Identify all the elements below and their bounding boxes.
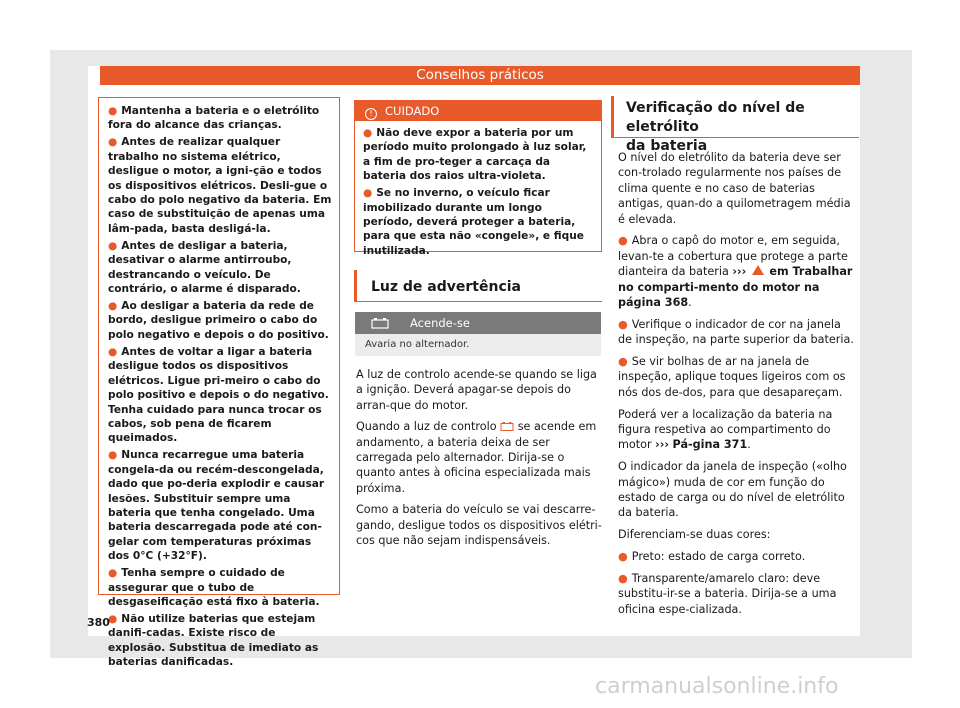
cross-reference-link[interactable]: em Trabalhar no comparti-mento do motor na página 368 — [618, 265, 853, 310]
paragraph: Quando a luz de controlo se acende em andamento, a bateria deixa de ser carregada pelo alternador. Dirija-se o quanto antes à oficina especializada mais próxima. — [356, 420, 597, 495]
warning-item: ● Antes de desligar a bateria, desativar o alarme antirroubo, destrancando o veículo. De contrário, o alarme é disparado. — [108, 239, 301, 296]
bullet-icon: ● — [618, 355, 628, 369]
list-item: ● Preto: estado de carga correto. — [618, 550, 806, 564]
paragraph: O nível do eletrólito da bateria deve ser con-trolado regularmente nos países de clima quente e no caso de baterias antigas, quan-do a quilometragem média é elevada. — [618, 151, 851, 226]
caution-item: ● Se no inverno, o veículo ficar imobilizado durante um longo período, deverá proteger a bateria, para que esta não «congele», e fique inutilizada. — [363, 187, 584, 257]
bullet-icon: ● — [618, 571, 628, 585]
info-icon: ! — [365, 108, 377, 120]
list-item: ● Abra o capô do motor e, em seguida, levan-te a cobertura que protege a parte dianteira da bateria ››› em Trabalhar no comparti-mento do motor na página 368. — [618, 234, 853, 310]
bullet-icon: ● — [108, 300, 118, 313]
list-item: ● Verifique o indicador de cor na janela de inspeção, na parte superior da bateria. — [618, 317, 854, 347]
page-number: 380 — [87, 616, 110, 629]
watermark: carmanualsonline.info — [595, 674, 839, 699]
section-header: Conselhos práticos — [100, 66, 860, 85]
section-title-luz: Luz de advertência — [354, 270, 602, 302]
paragraph: Poderá ver a localização da bateria na figura respetiva ao compartimento do motor ››› Pá-gina 371. — [618, 407, 833, 452]
luz-text — [356, 367, 602, 554]
warning-triangle-icon — [752, 265, 764, 275]
list-item: ● Se vir bolhas de ar na janela de inspeção, aplique toques ligeiros com os nós dos de-dos, para que desapareçam. — [618, 355, 846, 399]
bullet-icon: ● — [108, 136, 118, 149]
battery-icon — [371, 317, 389, 329]
lamp-bar — [355, 312, 601, 334]
paragraph: A luz de controlo acende-se quando se liga a ignição. Deverá apagar-se depois do arran-que do motor. — [356, 368, 597, 412]
bullet-icon: ● — [108, 239, 118, 252]
caution-header: ! CUIDADO — [355, 101, 601, 121]
warning-item: ● Antes de voltar a ligar a bateria desligue todos os dispositivos elétricos. Ligue pri-meiro o cabo do polo positivo e depois o do negativo. Tenha cuidado para nunca trocar os cabos, sob pena de ficarem queimados. — [108, 345, 329, 445]
bullet-icon: ● — [363, 127, 373, 139]
paragraph: O indicador da janela de inspeção («olho mágico») muda de cor em função do estado de carga ou do nível de eletrólito da bateria. — [618, 460, 847, 520]
paragraph: Diferenciam-se duas cores: — [618, 528, 771, 542]
cross-reference-link[interactable]: Pá-gina 371 — [672, 438, 748, 452]
warning-item: ● Antes de realizar qualquer trabalho no sistema elétrico, desligue o motor, a igni-ção e todos os dispositivos elétricos. Desli-gue o cabo do polo negativo da bateria. Em caso de substituição de apenas uma lâm-pada, basta desligá-la. — [108, 136, 332, 235]
bullet-icon: ● — [108, 612, 118, 625]
bullet-icon: ● — [618, 550, 628, 564]
bullet-icon: ● — [618, 317, 628, 331]
warning-item: ● Mantenha a bateria e o eletrólito fora do alcance das crianças. — [108, 105, 320, 132]
list-item: ● Transparente/amarelo claro: deve substitu-ir-se a bateria. Dirija-se a uma oficina espe-cializada. — [618, 571, 837, 616]
warning-item: ● Não utilize baterias que estejam danifi-cadas. Existe risco de explosão. Substitua de imediato as baterias danificadas. — [108, 612, 319, 669]
warning-item: ● Nunca recarregue uma bateria congela-da ou recém-descongelada, dado que po-deria explodir e causar lesões. Substituir sempre uma bateria que tenha congelado. Uma bateria descarregada pode até con-gelar com temperaturas próximas dos 0°C (+32°F). — [108, 449, 325, 563]
bullet-icon: ● — [363, 187, 373, 200]
caution-box — [354, 100, 602, 257]
section-title-verificacao: Verificação do nível de eletrólito da bateria — [611, 96, 859, 138]
bullet-icon: ● — [618, 234, 628, 248]
lamp-description: Avaria no alternador. — [355, 334, 601, 356]
battery-icon — [500, 421, 514, 431]
bullet-icon: ● — [108, 345, 118, 358]
paragraph: Como a bateria do veículo se vai descarre-gando, desligue todos os dispositivos elétri-cos que não sejam indispensáveis. — [356, 503, 602, 548]
bullet-icon: ● — [108, 567, 118, 580]
bullet-icon: ● — [108, 449, 118, 462]
warning-item: ● Ao desligar a bateria da rede de bordo, desligue primeiro o cabo do polo negativo e depois o do positivo. — [108, 300, 329, 341]
lamp-label: Acende-se — [410, 316, 470, 330]
bullet-icon: ● — [108, 105, 118, 117]
caution-item: ● Não deve expor a bateria por um período muito prolongado à luz solar, a fim de pro-teger a carcaça da bateria dos raios ultra-violeta. — [363, 127, 587, 183]
verificacao-text — [618, 150, 858, 623]
warning-item: ● Tenha sempre o cuidado de assegurar que o tubo de desgaseificação está fixo à bateria. — [108, 567, 320, 608]
